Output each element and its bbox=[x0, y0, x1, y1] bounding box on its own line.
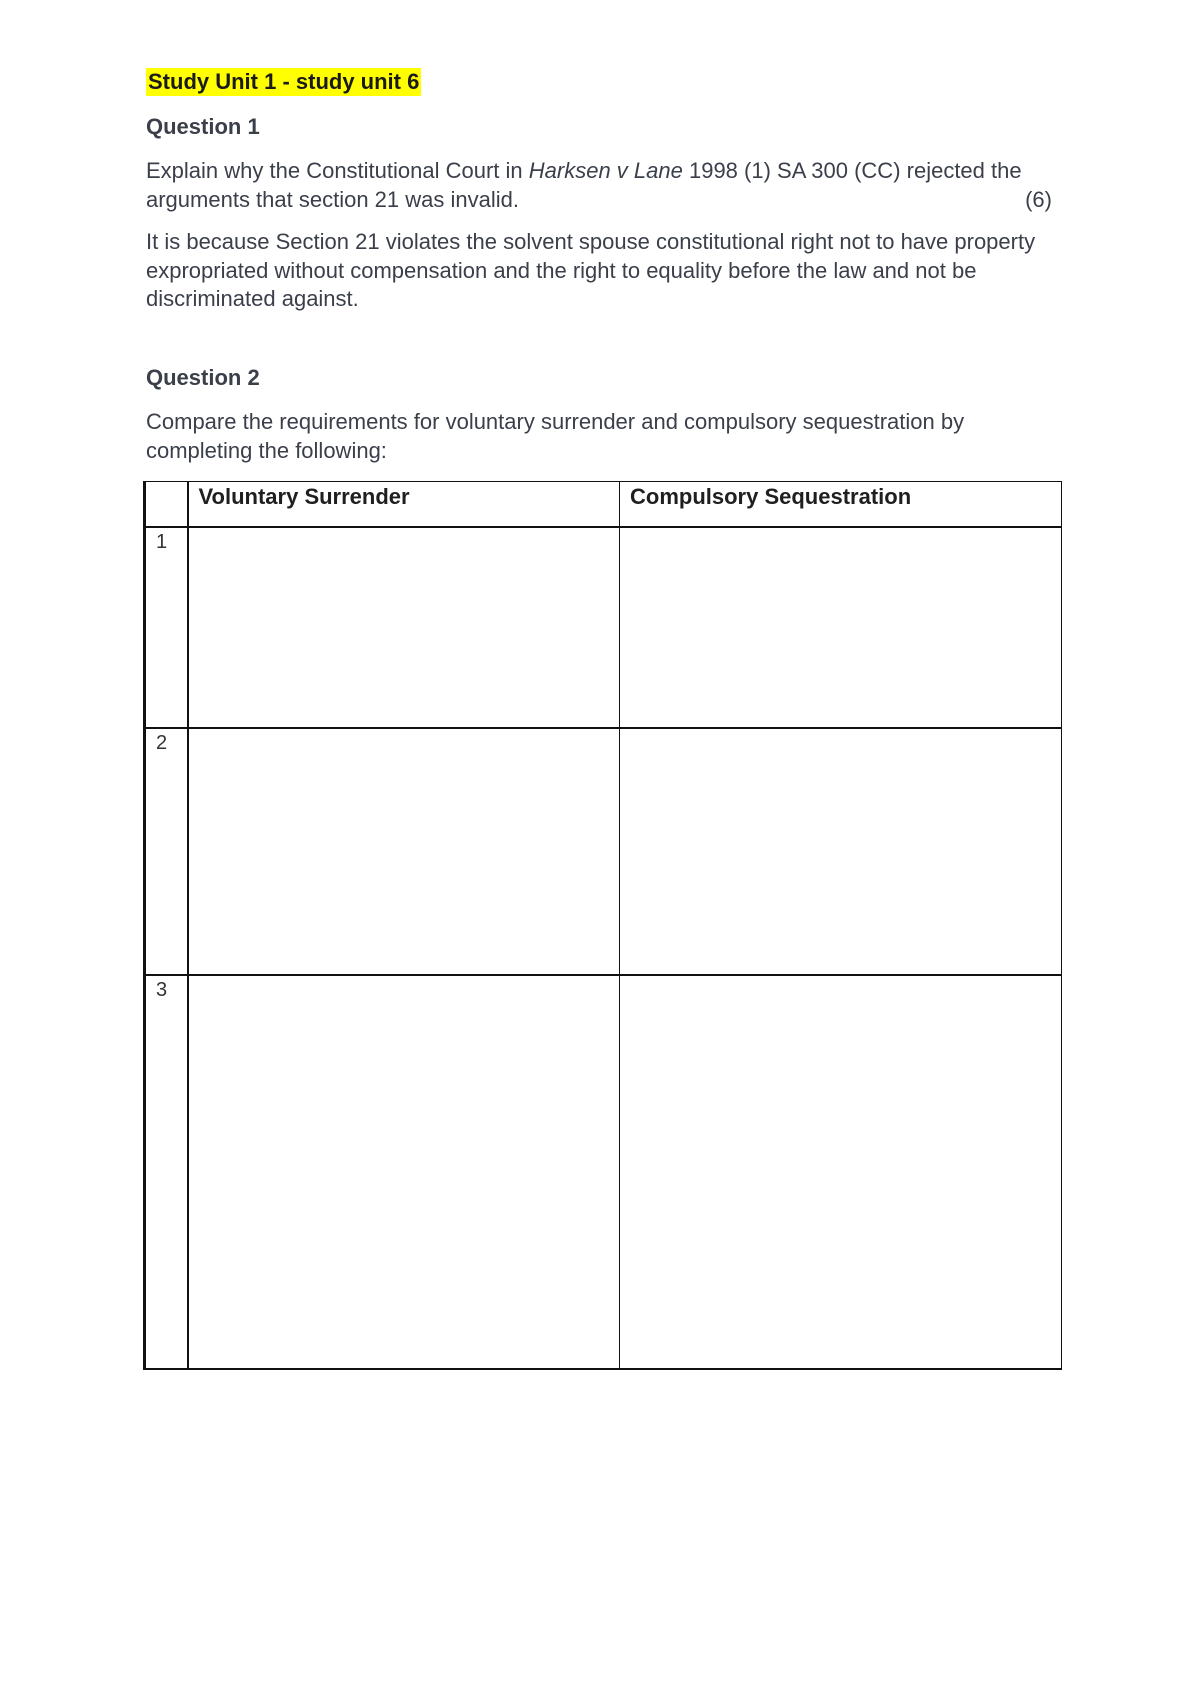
question-1-heading: Question 1 bbox=[146, 114, 260, 139]
voluntary-surrender-cell[interactable] bbox=[188, 975, 620, 1369]
question-1-prompt-start: Explain why the Constitutional Court in bbox=[146, 158, 529, 183]
row-number: 1 bbox=[145, 527, 188, 728]
table-header-compulsory-sequestration: Compulsory Sequestration bbox=[620, 482, 1062, 528]
compulsory-sequestration-cell[interactable] bbox=[620, 527, 1062, 728]
voluntary-surrender-cell[interactable] bbox=[188, 527, 620, 728]
row-number: 2 bbox=[145, 728, 188, 975]
question-1-answer: It is because Section 21 violates the solvent spouse constitutional right not to have property expropriated without compensation and the right to equality before the law and not be discriminated against. bbox=[146, 229, 1036, 311]
row-number: 3 bbox=[145, 975, 188, 1369]
document-title: Study Unit 1 - study unit 6 bbox=[148, 69, 420, 94]
question-1-prompt-end: 1998 (1) SA 300 (CC) rejected the arguments that section 21 was invalid. bbox=[146, 158, 1022, 212]
table-header-row bbox=[145, 482, 1062, 528]
question-2-heading: Question 2 bbox=[146, 365, 260, 390]
question-2-prompt: Compare the requirements for voluntary surrender and compulsory sequestration by completing the following: bbox=[146, 409, 965, 463]
table-row bbox=[145, 728, 1062, 975]
table-header-number bbox=[145, 482, 188, 528]
compulsory-sequestration-cell[interactable] bbox=[620, 728, 1062, 975]
voluntary-surrender-cell[interactable] bbox=[188, 728, 620, 975]
question-1-marks: (6) bbox=[1025, 186, 1052, 212]
table-row bbox=[145, 527, 1062, 728]
table-header-voluntary-surrender: Voluntary Surrender bbox=[188, 482, 620, 528]
case-name: Harksen v Lane bbox=[528, 158, 683, 183]
compulsory-sequestration-cell[interactable] bbox=[620, 975, 1062, 1369]
question-1-prompt bbox=[146, 157, 1056, 214]
comparison-table bbox=[143, 481, 1062, 1370]
table-row bbox=[145, 975, 1062, 1369]
